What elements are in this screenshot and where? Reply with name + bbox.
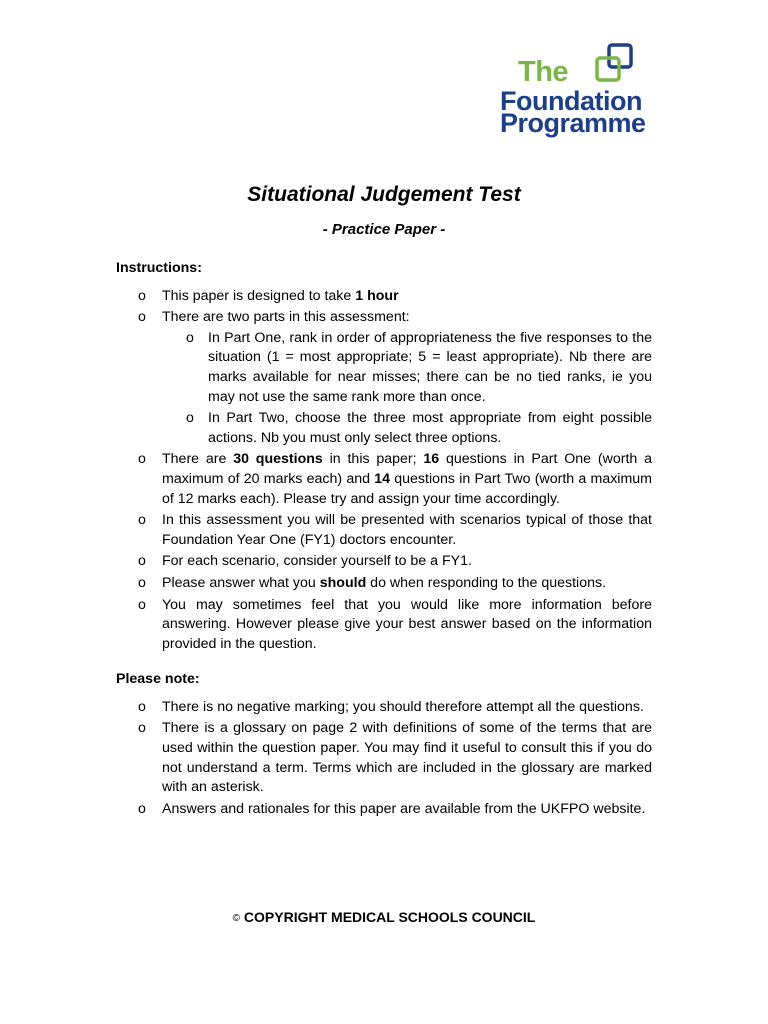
bullet-icon: o — [138, 720, 146, 737]
instruction-item: o Please answer what you should do when responding to the questions. — [116, 574, 652, 594]
document-body — [116, 259, 652, 821]
foundation-programme-logo — [498, 42, 668, 138]
instruction-subitem: o In Part One, rank in order of appropriateness the five responses to the situation (1 = most appropriate; 5 = least appropriate). Nb there are marks available for near misses; there can be no tied ranks, ie you may not use the same rank more than once. — [186, 329, 652, 405]
copyright-symbol: © — [232, 913, 241, 924]
bullet-icon: o — [138, 451, 146, 468]
note-heading: Please note: — [116, 671, 200, 688]
note-list — [116, 698, 652, 820]
bullet-icon: o — [138, 512, 146, 529]
logo-text-programme: Programme — [500, 108, 646, 138]
note-item: o Answers and rationales for this paper are available from the UKFPO website. — [116, 800, 652, 820]
bullet-icon: o — [138, 800, 146, 817]
bullet-icon: o — [138, 309, 146, 326]
bullet-icon: o — [138, 287, 146, 304]
copyright-text: COPYRIGHT MEDICAL SCHOOLS COUNCIL — [243, 909, 536, 925]
copyright-footer — [0, 909, 768, 925]
document-subtitle: - Practice Paper - — [322, 221, 446, 238]
instruction-subitem: o In Part Two, choose the three most appropriate from eight possible actions. Nb you must only select three options. — [186, 410, 652, 446]
bullet-icon: o — [186, 410, 194, 427]
bullet-icon: o — [186, 329, 194, 346]
logo-text-foundation: Foundation — [500, 86, 642, 116]
instructions-sublist — [162, 329, 652, 449]
instruction-item: o You may sometimes feel that you would like more information before answering. However please give your best answer based on the information provided in the question. — [138, 596, 652, 652]
logo-squares-icon — [594, 43, 636, 85]
note-item: o There is no negative marking; you should therefore attempt all the questions. — [116, 698, 652, 718]
instructions-list — [116, 287, 652, 655]
instruction-item: o In this assessment you will be presented with scenarios typical of those that Foundation Year One (FY1) doctors encounter. — [138, 512, 652, 548]
bullet-icon: o — [138, 596, 146, 613]
instructions-heading: Instructions: — [116, 260, 202, 276]
instruction-item: o This paper is designed to take 1 hour — [116, 287, 652, 307]
instruction-item: o There are 30 questions in this paper; 16 questions in Part One (worth a maximum of 20 marks each) and 14 questions in Part Two (worth a maximum of 12 marks each). Please try and assign your time accordingly. — [138, 451, 653, 507]
note-item: o There is a glossary on page 2 with definitions of some of the terms that are used within the question paper. You may find it useful to consult this if you do not understand a term. Terms which are included in the glossary are marked with an asterisk. — [138, 720, 652, 796]
bullet-icon: o — [138, 698, 146, 715]
instruction-item: o There are two parts in this assessment: o In Part One, rank in order of appropriateness the five responses to the situation (1 = most appropriate; 5 = least appropriate). Nb there are marks available for near misses; there can be no tied ranks, ie you may not use the same rank more than once. o In Part Two, choose the three most appropriate from eight possible actions. Nb you must only select three options. — [116, 308, 652, 448]
instruction-item: o For each scenario, consider yourself to be a FY1. — [116, 552, 652, 572]
logo-text-the: The — [518, 56, 569, 88]
bullet-icon: o — [138, 553, 146, 570]
bullet-icon: o — [138, 574, 146, 591]
document-title: Situational Judgement Test — [247, 183, 521, 206]
